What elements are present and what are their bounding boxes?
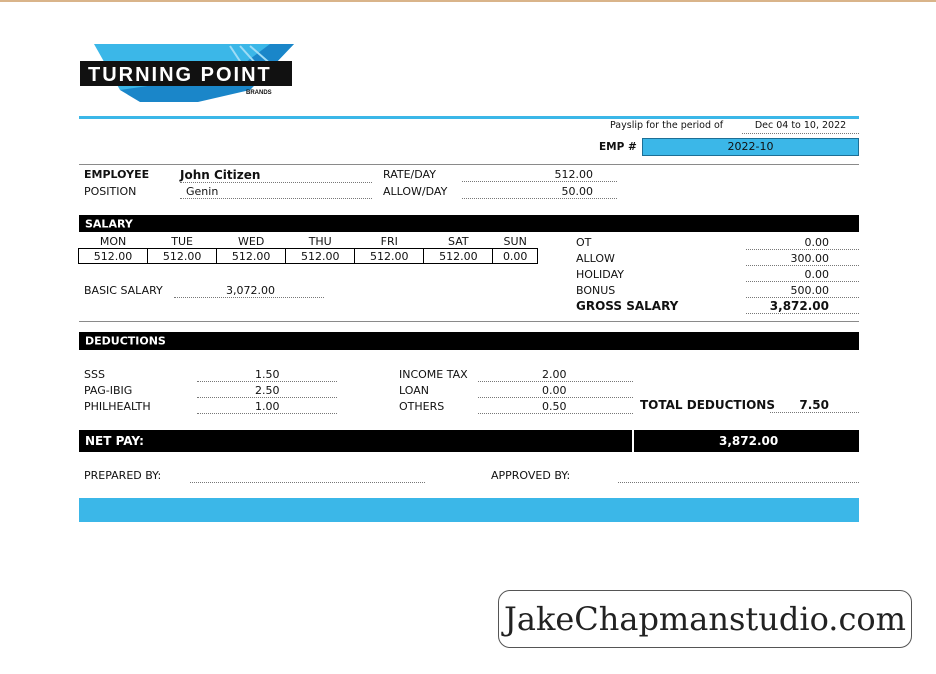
emp-label: EMP # — [599, 141, 637, 153]
pagibig-label: PAG-IBIG — [84, 384, 133, 397]
holiday-value: 0.00 — [746, 268, 859, 282]
day-header: SUN — [503, 234, 527, 248]
header-rule — [79, 116, 859, 119]
income-tax-label: INCOME TAX — [399, 368, 468, 381]
prepared-by-line — [190, 470, 425, 483]
rate-value: 512.00 — [462, 168, 617, 182]
allow-label: ALLOW — [576, 252, 615, 265]
net-pay-separator — [632, 430, 634, 452]
day-value: 512.00 — [424, 249, 493, 264]
total-deductions-label: TOTAL DEDUCTIONS — [640, 398, 775, 412]
others-label: OTHERS — [399, 400, 445, 413]
day-table — [78, 234, 538, 264]
top-border — [0, 0, 936, 2]
others-value: 0.50 — [478, 400, 633, 414]
day-value: 0.00 — [493, 249, 538, 264]
logo-sub: BRANDS — [246, 90, 272, 96]
prepared-by-label: PREPARED BY: — [84, 469, 162, 482]
net-pay-value: 3,872.00 — [719, 434, 779, 448]
day-header-row — [79, 234, 538, 249]
day-value: 512.00 — [148, 249, 217, 264]
holiday-label: HOLIDAY — [576, 268, 624, 281]
rate-label: RATE/DAY — [383, 168, 436, 181]
period-value: Dec 04 to 10, 2022 — [742, 120, 859, 134]
income-tax-value: 2.00 — [478, 368, 633, 382]
approved-by-label: APPROVED BY: — [491, 469, 571, 482]
day-header: TUE — [171, 234, 193, 248]
employee-name: John Citizen — [180, 168, 372, 183]
loan-value: 0.00 — [478, 384, 633, 398]
gross-salary-label: GROSS SALARY — [576, 299, 679, 313]
footer-bar — [79, 498, 859, 522]
employee-label: EMPLOYEE — [84, 168, 150, 181]
deductions-title: DEDUCTIONS — [85, 334, 166, 348]
basic-salary-label: BASIC SALARY — [84, 284, 163, 297]
bonus-label: BONUS — [576, 284, 616, 297]
deductions-bar — [79, 332, 859, 350]
loan-label: LOAN — [399, 384, 429, 397]
ot-value: 0.00 — [746, 236, 859, 250]
gross-salary-value: 3,872.00 — [746, 299, 859, 314]
philhealth-label: PHILHEALTH — [84, 400, 151, 413]
allow-day-value: 50.00 — [462, 185, 617, 199]
bonus-value: 500.00 — [746, 284, 859, 298]
day-value: 512.00 — [217, 249, 286, 264]
logo-name: TURNING POINT — [88, 64, 272, 86]
net-pay-bar — [79, 430, 859, 452]
emp-number: 2022-10 — [642, 138, 859, 156]
allow-value: 300.00 — [746, 252, 859, 266]
net-pay-label: NET PAY: — [85, 434, 144, 448]
philhealth-value: 1.00 — [197, 400, 337, 414]
day-value: 512.00 — [286, 249, 355, 264]
day-value-row — [79, 249, 538, 264]
approved-by-line — [618, 470, 859, 483]
day-header: THU — [308, 234, 332, 248]
day-header: WED — [238, 234, 265, 248]
position-label: POSITION — [84, 185, 137, 198]
basic-salary-value: 3,072.00 — [174, 284, 324, 298]
total-deductions-value: 7.50 — [770, 398, 859, 413]
sss-label: SSS — [84, 368, 105, 381]
period-label: Payslip for the period of — [610, 120, 724, 131]
watermark: JakeChapmanstudio.com — [498, 590, 912, 648]
day-header: FRI — [380, 234, 398, 248]
ot-label: OT — [576, 236, 592, 249]
salary-divider — [79, 321, 859, 322]
company-logo — [80, 44, 294, 102]
day-header: MON — [99, 234, 127, 248]
salary-bar — [79, 215, 859, 232]
day-value: 512.00 — [355, 249, 424, 264]
day-header: SAT — [448, 234, 469, 248]
sss-value: 1.50 — [197, 368, 337, 382]
allow-day-label: ALLOW/DAY — [383, 185, 448, 198]
pagibig-value: 2.50 — [197, 384, 337, 398]
salary-title: SALARY — [85, 217, 133, 230]
header-divider — [79, 164, 859, 165]
day-value: 512.00 — [79, 249, 148, 264]
position-value: Genin — [180, 185, 372, 199]
